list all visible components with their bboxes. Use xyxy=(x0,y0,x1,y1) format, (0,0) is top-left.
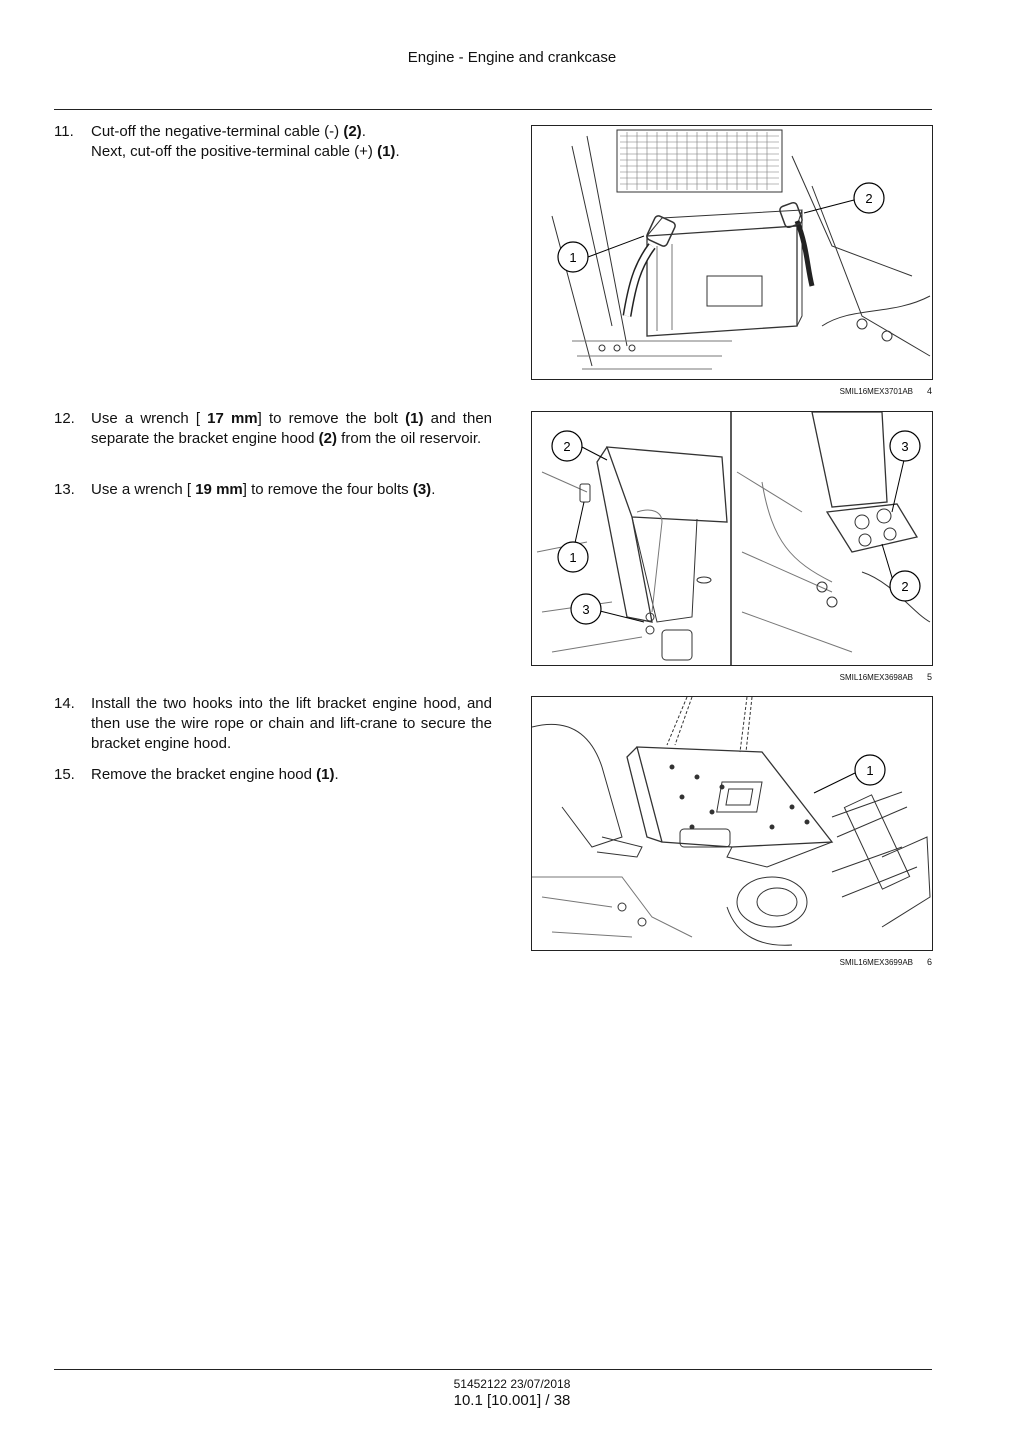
callout-label: 3 xyxy=(901,439,909,454)
step-12 xyxy=(54,409,492,449)
step-text-run: Cut-off the negative-terminal cable (-) xyxy=(91,123,344,140)
step-text xyxy=(91,480,492,500)
bracket-illustration xyxy=(532,412,932,665)
step-text xyxy=(91,765,492,785)
step-text-run: . xyxy=(334,766,339,783)
header-rule xyxy=(54,109,932,110)
footer-rule xyxy=(54,1369,932,1370)
step-11 xyxy=(54,122,492,162)
step-number: 14. xyxy=(54,695,75,712)
callout-label: 2 xyxy=(563,439,571,454)
figure-caption-4 xyxy=(531,386,932,396)
callout-label: 3 xyxy=(582,602,590,617)
step-number: 11. xyxy=(54,123,74,140)
figure-code: SMIL16MEX3701AB xyxy=(839,387,913,396)
step-text-bold: 19 mm xyxy=(195,481,243,498)
callout-label: 1 xyxy=(866,763,874,778)
step-text-bold: (1) xyxy=(316,766,335,783)
figure-bracket-bolts xyxy=(531,411,933,666)
footer-doc-date: 51452122 23/07/2018 xyxy=(453,1377,571,1391)
callout-3 xyxy=(890,431,920,461)
step-text-bold: 17 mm xyxy=(207,410,258,427)
step-14 xyxy=(54,694,492,754)
step-text-bold: (3) xyxy=(412,481,432,498)
step-text-run: . xyxy=(431,481,436,498)
step-text-bold: (2) xyxy=(343,123,362,140)
figure-number: 4 xyxy=(926,386,932,396)
callout-2 xyxy=(854,183,884,213)
figure-hood-removal xyxy=(531,696,933,951)
callout-1 xyxy=(558,242,588,272)
figure-caption-6 xyxy=(531,957,932,967)
hood-lift-illustration xyxy=(532,697,932,950)
figure-number: 6 xyxy=(926,957,932,967)
callout-label: 1 xyxy=(569,250,577,265)
footer-page-ref: 10.1 [10.001] / 38 xyxy=(453,1392,571,1409)
step-text xyxy=(91,122,492,162)
step-15 xyxy=(54,765,492,785)
step-text xyxy=(91,409,492,449)
step-text-run: and then separate the bracket engine hood xyxy=(91,410,493,447)
figure-caption-5 xyxy=(531,672,932,682)
step-text-bold: (2) xyxy=(318,430,338,447)
callout-1 xyxy=(855,755,885,785)
callout-1 xyxy=(558,542,588,572)
step-text-run: Remove the bracket engine hood xyxy=(91,766,317,783)
step-text-run: ] to remove the bolt xyxy=(257,410,406,427)
step-text-run: Use a wrench [ xyxy=(91,410,208,427)
callout-label: 1 xyxy=(569,550,577,565)
figure-code: SMIL16MEX3699AB xyxy=(839,958,913,967)
step-text-run: . xyxy=(361,123,366,140)
step-13 xyxy=(54,480,492,500)
callout-2 xyxy=(890,571,920,601)
step-number: 12. xyxy=(54,410,75,427)
figure-code: SMIL16MEX3698AB xyxy=(839,673,913,682)
figure-battery-cables xyxy=(531,125,933,380)
callout-label: 2 xyxy=(901,579,909,594)
battery-illustration xyxy=(532,126,932,379)
step-text-run: Next, cut-off the positive-terminal cable (+) xyxy=(91,143,378,160)
step-text xyxy=(91,694,492,754)
step-number: 15. xyxy=(54,766,75,783)
step-text-run: . xyxy=(395,143,400,160)
page-header: Engine - Engine and crankcase xyxy=(407,49,617,66)
step-text-bold: (1) xyxy=(405,410,424,427)
step-number: 13. xyxy=(54,481,75,498)
step-text-bold: (1) xyxy=(377,143,396,160)
figure-number: 5 xyxy=(926,672,932,682)
callout-label: 2 xyxy=(865,191,873,206)
step-text-run: Use a wrench [ xyxy=(91,481,196,498)
step-text-run: Install the two hooks into the lift bracket engine hood, and then use the wire rope or chain and lift-crane to secure the bracket engine hood. xyxy=(91,695,492,752)
step-text-run: ] to remove the four bolts xyxy=(242,481,413,498)
callout-2 xyxy=(552,431,582,461)
step-text-run: from the oil reservoir. xyxy=(337,430,482,447)
callout-3 xyxy=(571,594,601,624)
